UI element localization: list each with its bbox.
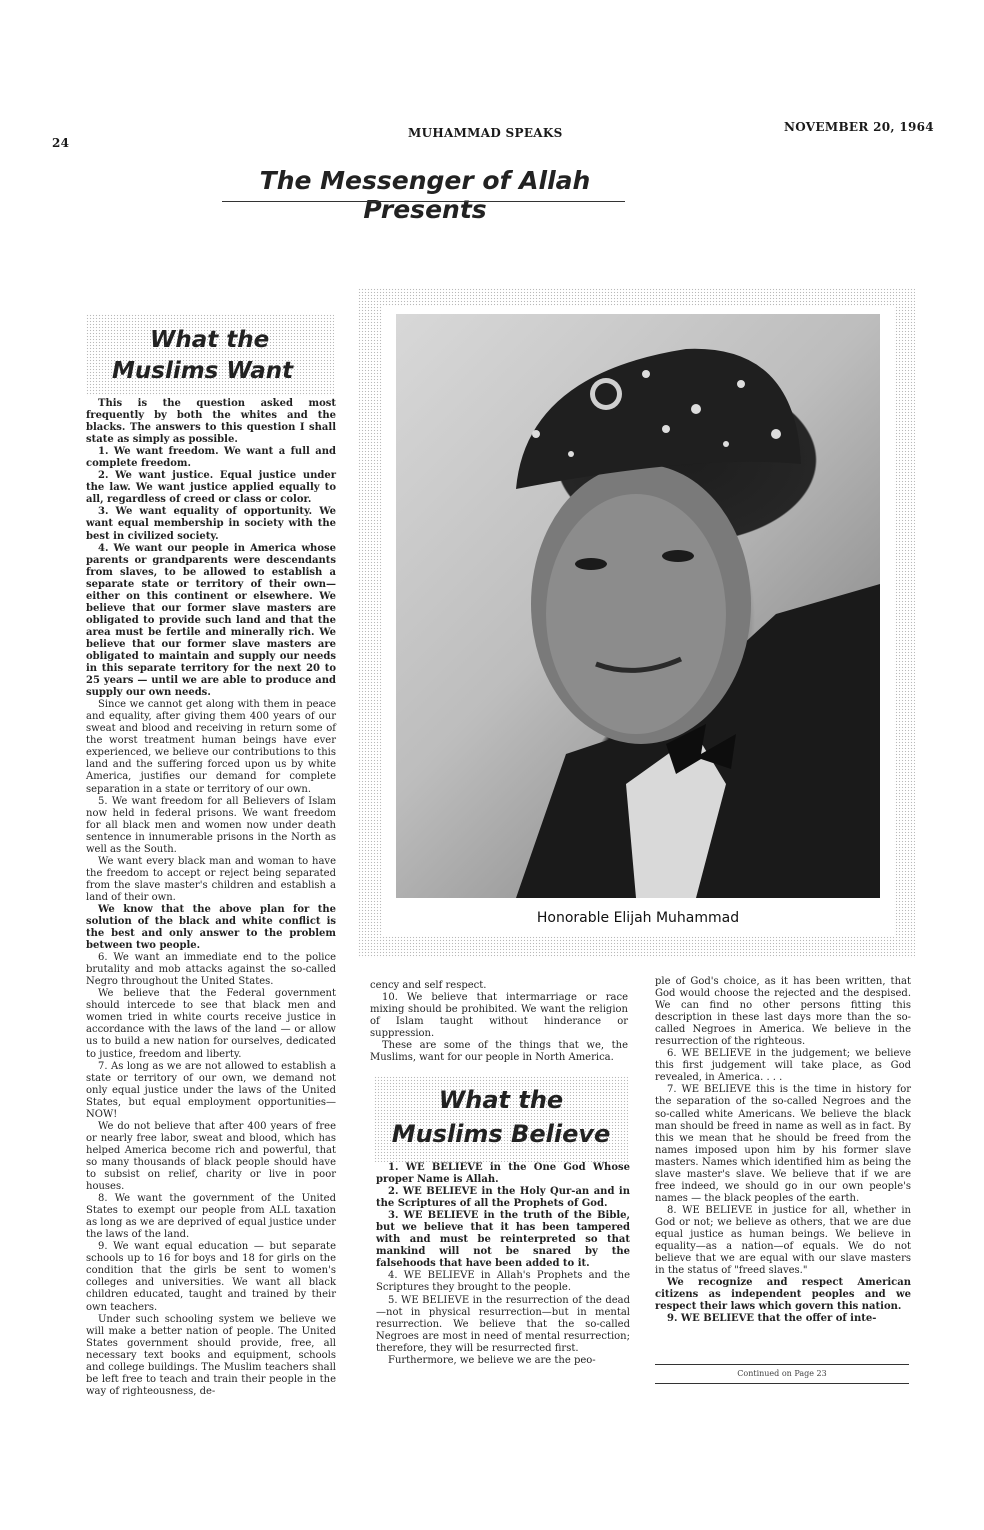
paragraph: These are some of the things that we, the Muslims, want for our people in North America. <box>370 1040 628 1064</box>
middle-column-bottom <box>376 1162 630 1367</box>
paragraph: 2. We want justice. Equal justice under the law. We want justice applied equally to all, regardless of creed or class or color. <box>86 470 336 506</box>
paragraph: ple of God's choice, as it has been written, that God would choose the rejected and the despised. We can find no other persons fitting this description in these last days more than the so-called Negroes in America. We believe in the resurrection of the righteous. <box>655 976 911 1048</box>
portrait-illustration <box>396 314 880 898</box>
paragraph: 1. We want freedom. We want a full and complete freedom. <box>86 446 336 470</box>
paragraph: We want every black man and woman to have the freedom to accept or reject being separated from the slave master's children and establish a land of their own. <box>86 855 336 903</box>
paragraph: Since we cannot get along with them in peace and equality, after giving them 400 years of our sweat and blood and receiving in return some of the worst treatment human beings have ever experienced, we believe our contributions to this land and the suffering forced upon us by white America, justifies our demand for complete separation in a state or territory of our own. <box>86 699 336 795</box>
continued-note: Continued on Page 23 <box>737 1369 827 1378</box>
continued-rule-bottom <box>655 1383 909 1384</box>
paragraph: 2. WE BELIEVE in the Holy Qur-an and in the Scriptures of all the Prophets of God. <box>376 1186 630 1210</box>
right-column <box>655 976 911 1325</box>
paper-name: MUHAMMAD SPEAKS <box>408 126 563 140</box>
paragraph: 6. We want an immediate end to the police brutality and mob attacks against the so-called Negro throughout the United States. <box>86 952 336 988</box>
middle-column-top <box>370 980 628 1064</box>
paragraph: 7. As long as we are not allowed to establish a state or territory of our own, we demand not only equal justice under the laws of the United States, but equal employment opportunities—NOW! <box>86 1060 336 1120</box>
photo-frame <box>382 306 894 936</box>
want-title-box <box>86 314 334 396</box>
paragraph: 5. We want freedom for all Believers of Islam now held in federal prisons. We want freedom for all black men and women now under death sentence in innumerable prisons in the North as well as the South. <box>86 795 336 855</box>
believe-title-box <box>374 1076 628 1162</box>
photo-box <box>358 288 915 958</box>
paragraph: 8. We want the government of the United States to exempt our people from ALL taxation as long as we are deprived of equal justice under the laws of the land. <box>86 1193 336 1241</box>
paragraph: 3. We want equality of opportunity. We want equal membership in society with the best in civilized society. <box>86 506 336 542</box>
portrait-photo <box>396 314 880 898</box>
paragraph: We do not believe that after 400 years of free or nearly free labor, sweat and blood, which has helped America become rich and powerful, that so many thousands of black people should have to subsist on relief, charity or live in poor houses. <box>86 1120 336 1193</box>
paragraph: 5. WE BELIEVE in the resurrection of the dead—not in physical resurrection—but in mental resurrection. We believe that the so-called Negroes are most in need of mental resurrection; therefore, they will be resurrected first. <box>376 1294 630 1354</box>
photo-caption: Honorable Elijah Muhammad <box>536 910 740 926</box>
paragraph: cency and self respect. <box>370 980 487 991</box>
believe-title-line2: Muslims Believe <box>391 1120 611 1148</box>
headline-underline <box>222 201 625 202</box>
paragraph: 9. We want equal education — but separate schools up to 16 for boys and 18 for girls on the condition that the girls be sent to women's colleges and universities. We want all black children educated, taught and trained by their own teachers. <box>86 1241 336 1313</box>
want-column <box>86 398 336 1398</box>
paragraph: This is the question asked most frequently by both the whites and the blacks. The answers to this question I shall state as simply as possible. <box>86 398 336 446</box>
want-title-line1: What the <box>150 327 270 353</box>
paragraph: 7. WE BELIEVE this is the time in history for the separation of the so-called Negroes and the so-called white Americans. We believe the black man should be freed in name as well as in fact. By this we mean that he should be freed from the names imposed upon him by his former slave masters. Names which identified him as being the slave master's slave. We believe that if we are free indeed, we should go in our own people's names — the black peoples of the earth. <box>655 1084 911 1204</box>
paragraph: Furthermore, we believe we are the peo- <box>388 1354 596 1366</box>
paragraph: 4. We want our people in America whose parents or grandparents were descendants from slaves, to be allowed to establish a separate state or territory of their own—either on this continent or elsewhere. We believe that our former slave masters are obligated to provide such land and that the area must be fertile and minerally rich. We believe that our former slave masters are obligated to maintain and supply our needs in this separate territory for the next 20 to 25 years — until we are able to produce and supply our own needs. <box>86 542 336 699</box>
paragraph: We know that the above plan for the solution of the black and white conflict is the best and only answer to the problem between two people. <box>86 903 336 952</box>
paragraph: We recognize and respect American citizens as independent peoples and we respect their laws which govern this nation. <box>655 1277 911 1313</box>
paragraph: 8. WE BELIEVE in justice for all, whether in God or not; we believe as others, that we are due equal justice as human beings. We believe in equality—as a nation—of equals. We do not believe that we are equal with our slave masters in the status of "freed slaves." <box>655 1204 911 1277</box>
paragraph: 3. WE BELIEVE in the truth of the Bible, but we believe that it has been tampered with and must be reinterpreted so that mankind will not be snared by the falsehoods that have been added to it. <box>376 1210 630 1270</box>
continued-rule <box>655 1364 909 1365</box>
want-title-line2: Muslims Want <box>112 358 294 384</box>
paragraph: 9. WE BELIEVE that the offer of inte- <box>667 1313 877 1325</box>
paragraph: 10. We believe that intermarriage or race mixing should be prohibited. We want the religion of Islam taught without hinderance or suppression. <box>370 992 628 1040</box>
issue-date: NOVEMBER 20, 1964 <box>784 120 934 134</box>
page-number: 24 <box>52 136 70 150</box>
believe-title-line1: What the <box>438 1086 564 1114</box>
paragraph: We believe that the Federal government should intercede to see that black men and women tried in white courts receive justice in accordance with the laws of the land — or allow us to build a new nation for ourselves, dedicated to justice, freedom and liberty. <box>86 988 336 1060</box>
paragraph: Under such schooling system we believe we will make a better nation of people. The United States government should provide, free, all necessary text books and equipment, schools and college buildings. The Muslim teachers shall be left free to teach and train their people in the way of righteousness, de- <box>86 1313 336 1397</box>
paragraph: 1. WE BELIEVE in the One God Whose proper Name is Allah. <box>376 1162 630 1186</box>
paragraph: 4. WE BELIEVE in Allah's Prophets and the Scriptures they brought to the people. <box>376 1270 630 1294</box>
headline: The Messenger of Allah Presents <box>259 166 591 224</box>
paragraph: 6. WE BELIEVE in the judgement; we believe this first judgement will take place, as God revealed, in America. . . . <box>655 1048 911 1084</box>
